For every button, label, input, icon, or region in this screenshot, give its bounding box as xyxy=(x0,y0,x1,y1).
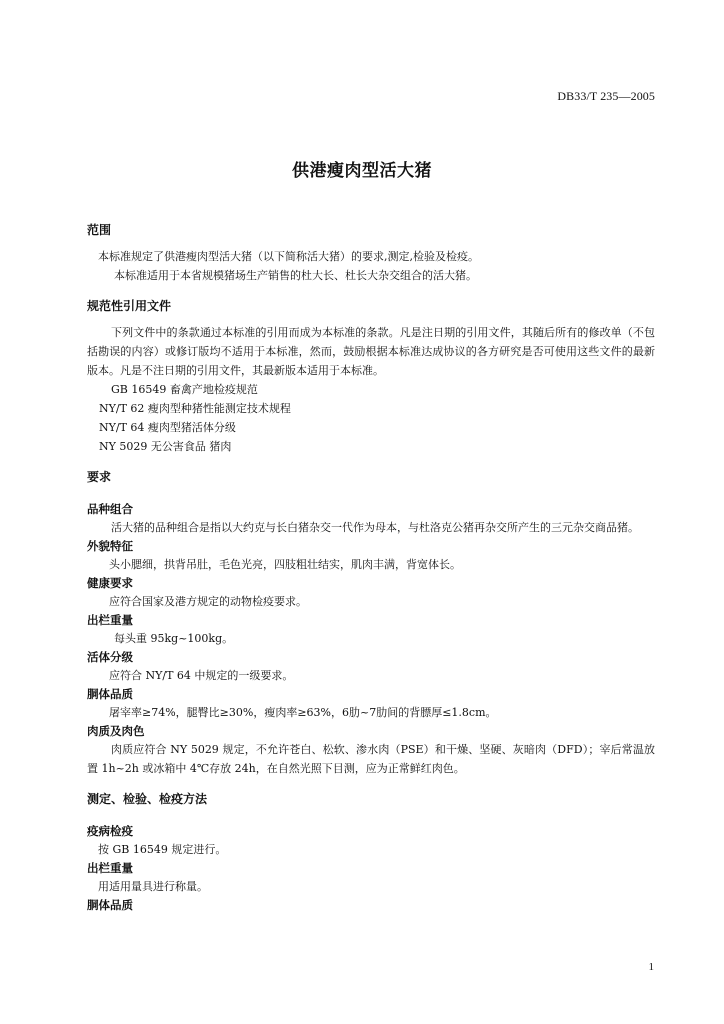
references-paragraph-text: 下列文件中的条款通过本标准的引用而成为本标准的条款。凡是注日期的引用文件，其随后所有的修改单（不包括勘误的内容）或修订版均不适用于本标准，然而，鼓励根据本标准达成协议的各方研究是否可使用这些文件的最新版本。凡是不注日期的引用文件，其最新版本适用于本标准。 xyxy=(87,326,655,377)
subheading-appearance: 外貌特征 xyxy=(87,539,133,553)
subheading-carcass: 胴体品质 xyxy=(87,687,133,701)
weight-method-text: 用适用量具进行称量。 xyxy=(98,880,208,893)
health-text: 应符合国家及港方规定的动物检疫要求。 xyxy=(109,595,307,608)
subheading-weight-method: 出栏重量 xyxy=(87,861,133,875)
subheading-health: 健康要求 xyxy=(87,576,133,590)
breed-paragraph xyxy=(87,518,655,537)
weight-text: 每头重 95kg~100kg。 xyxy=(114,632,234,645)
reference-item: NY/T 62 瘦肉型种猪性能测定技术规程 xyxy=(99,402,291,415)
subheading-quarantine: 疫病检疫 xyxy=(87,824,133,838)
scope-paragraph-1: 本标准规定了供港瘦肉型活大猪（以下简称活大猪）的要求,测定,检验及检疫。 xyxy=(98,250,479,263)
section-heading-scope: 范围 xyxy=(87,223,112,237)
standard-code: DB33/T 235—2005 xyxy=(557,89,655,103)
references-paragraph xyxy=(87,323,655,380)
appearance-text: 头小腮细，拱背吊肚，毛色光亮，四肢粗壮结实，肌肉丰满，背宽体长。 xyxy=(109,558,461,571)
reference-item: GB 16549 畜禽产地检疫规范 xyxy=(111,383,258,396)
subheading-breed: 品种组合 xyxy=(87,502,133,516)
document-title: 供港瘦肉型活大猪 xyxy=(292,161,432,181)
subheading-carcass-method: 胴体品质 xyxy=(87,898,133,912)
scope-paragraph-2: 本标准适用于本省规模猪场生产销售的杜大长、杜长大杂交组合的活大猪。 xyxy=(114,269,477,282)
subheading-meat-quality: 肉质及肉色 xyxy=(87,724,145,738)
page-number: 1 xyxy=(648,961,654,973)
section-heading-requirements: 要求 xyxy=(87,470,112,484)
breed-text: 活大猪的品种组合是指以大约克与长白猪杂交一代作为母本，与杜洛克公猪再杂交所产生的三元杂交商品猪。 xyxy=(111,521,639,534)
carcass-text: 屠宰率≥74%，腿臀比≥30%，瘦肉率≥63%，6肋~7肋间的背膘厚≤1.8cm。 xyxy=(109,706,497,719)
section-heading-references: 规范性引用文件 xyxy=(87,299,172,313)
subheading-grading: 活体分级 xyxy=(87,650,133,664)
meat-quality-text: 肉质应符合 NY 5029 规定，不允许苍白、松软、渗水肉（PSE）和干燥、坚硬、灰暗肉（DFD）；宰后常温放置 1h~2h 或冰箱中 4℃存放 24h，在自然光照下目测，应为正常鲜红肉色。 xyxy=(87,743,655,775)
quarantine-text: 按 GB 16549 规定进行。 xyxy=(98,843,227,856)
reference-item: NY/T 64 瘦肉型猪活体分级 xyxy=(99,421,236,434)
reference-item: NY 5029 无公害食品 猪肉 xyxy=(99,440,232,453)
grading-text: 应符合 NY/T 64 中规定的一级要求。 xyxy=(109,669,294,682)
meat-quality-paragraph xyxy=(87,740,655,778)
section-heading-methods: 测定、检验、检疫方法 xyxy=(87,792,208,806)
document-body xyxy=(87,221,655,914)
subheading-weight: 出栏重量 xyxy=(87,613,133,627)
